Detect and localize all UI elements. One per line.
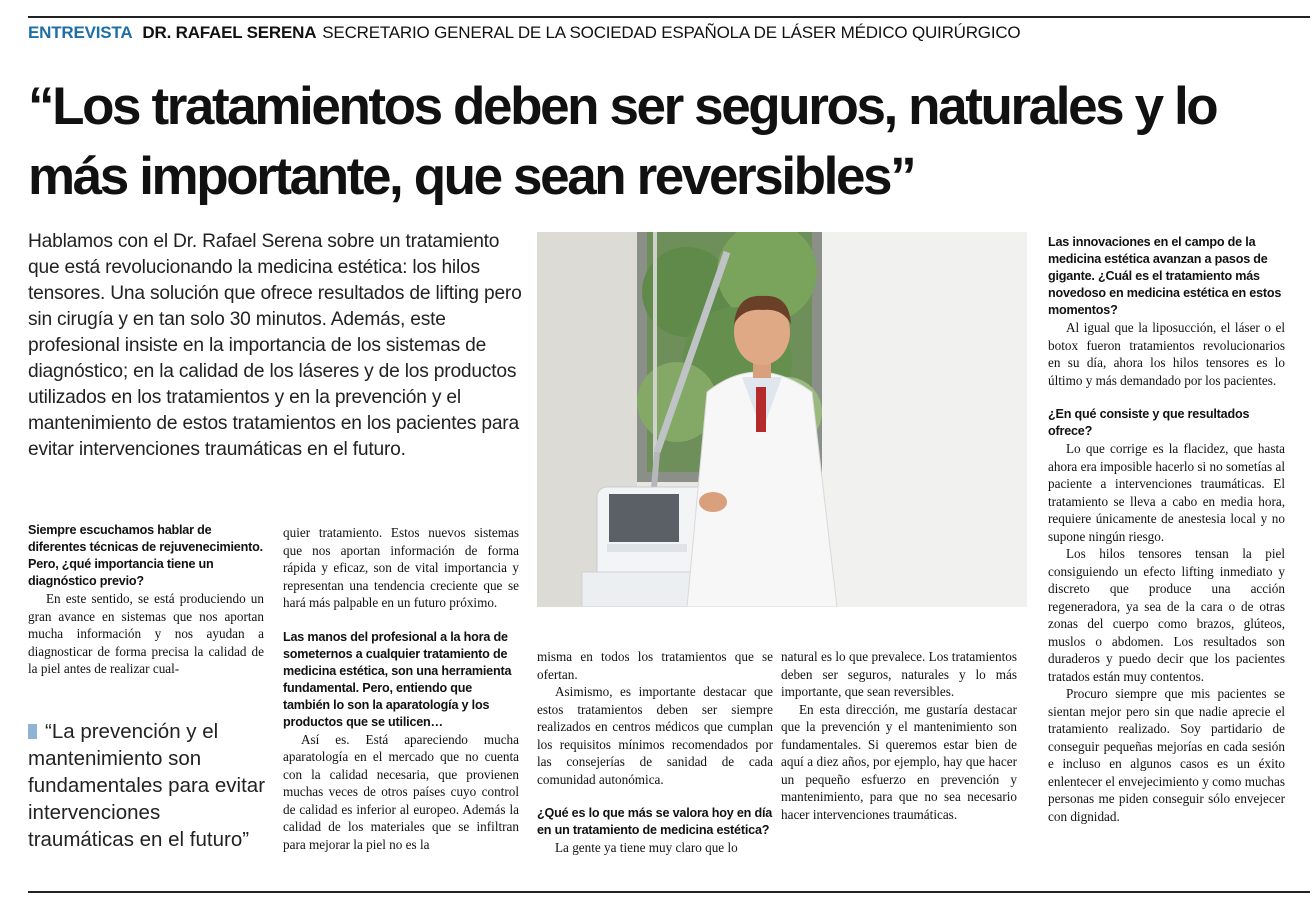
section-label: ENTREVISTA [28,23,133,42]
answer-2-paragraph-2: Asimismo, es importante destacar que estos tratamientos deben ser siempre realizados en centros médicos que cumplan los requisitos mínimos recomendados por las consejerías de sanidad de cada comunidad autonómica. [537,684,773,787]
question-2: Las manos del profesional a la hora de someternos a cualquier tratamiento de medicina estética, son una herramienta fundamental. Pero, entiendo que también lo son la aparatología y los productos que se utilicen… [283,629,512,729]
answer-3-paragraph-2: En esta dirección, me gustaría destacar que la prevención y el mantenimiento son fundamentales. Si queremos estar bien de aquí a diez años, por ejemplo, hay que hacer un pequeño esfuerzo en prevención y mantenimiento, para que no sea necesario hacer intervenciones traumáticas. [781,701,1017,822]
doctor-photo-illustration [537,232,1027,607]
question-4: Las innovaciones en el campo de la medicina estética avanzan a pasos de gigante. ¿Cuál es el tratamiento más novedoso en medicina estética en estos momentos? [1048,235,1282,317]
top-rule [28,16,1310,18]
question-3: ¿Qué es lo que más se valora hoy en día en un tratamiento de medicina estética? [537,806,773,837]
answer-4: Al igual que la liposucción, el láser o el botox fueron tratamientos revolucionarios en su día, ahora los hilos tensores es lo último y más demandado por los pacientes. [1048,320,1285,388]
answer-1: En este sentido, se está produciendo un gran avance en sistemas que nos aportan mucha información y nos ayudan a diagnosticar de forma precisa la calidad de la piel antes de realizar cual- [28,591,264,676]
headline: “Los tratamientos deben ser seguros, naturales y lo más importante, que sean reversibles” [28,77,1217,206]
column-2 [283,524,519,853]
answer-3-continued: natural es lo que prevalece. Los tratamientos deben ser seguros, naturales y lo más importante, que sean reversibles. [781,649,1017,699]
column-4 [781,648,1017,823]
column-3 [537,648,773,857]
question-5: ¿En qué consiste y que resultados ofrece? [1048,407,1250,438]
bottom-rule [28,891,1310,893]
pull-quote [28,718,268,853]
column-5 [1048,234,1285,825]
question-1: Siempre escuchamos hablar de diferentes técnicas de rejuvenecimiento. Pero, ¿qué importancia tiene un diagnóstico previo? [28,523,263,588]
answer-2-continued: misma en todos los tratamientos que se ofertan. [537,649,773,682]
pull-quote-text: “La prevención y el mantenimiento son fundamentales para evitar intervenciones traumáticas en el futuro” [28,720,266,851]
answer-5-paragraph-1: Lo que corrige es la flacidez, que hasta ahora era imposible hacerlo si no sometías al paciente a intervenciones traumáticas. El tratamiento se lleva a cabo en media hora, requiere únicamente de anestesia local y no supone ningún riesgo. [1048,441,1285,544]
interviewee-name: DR. RAFAEL SERENA [142,23,317,42]
answer-2: Así es. Está apareciendo mucha aparatología en el mercado que no cuenta con la calidad necesaria, que provienen muchas veces de otros países cuyo control de calidad es inferior al europeo. Además la calidad de los materiales que se infiltran para mejorar la piel no es la [283,731,519,852]
answer-3: La gente ya tiene muy claro que lo [555,840,738,855]
doctor-photo [537,232,1027,607]
quote-marker-icon [28,724,37,739]
answer-5-paragraph-3: Procuro siempre que mis pacientes se sientan mejor pero sin que nadie aprecie el tratamiento realizado. Soy partidario de conseguir pequeñas mejorías en cada sesión e incluso en algunos casos es un éxito enlentecer el envejecimiento y como muchas personas me piden conseguir sólo envejecer con dignidad. [1048,686,1285,824]
answer-5-paragraph-2: Los hilos tensores tensan la piel consiguiendo un efecto lifting inmediato y discreto que produce una acción regeneradora, ya sea de la cara o de otras zonas del cuerpo como brazos, glúteos, muslos o abdomen. Los resultados son duraderos y puedo decir que los pacientes tratados están muy contentos. [1048,546,1285,684]
answer-1-continued: quier tratamiento. Estos nuevos sistemas que nos aportan información de forma rápida y eficaz, son de vital importancia y representan una tendencia creciente que se hará más palpable en un futuro próximo. [283,525,519,610]
intro-paragraph: Hablamos con el Dr. Rafael Serena sobre un tratamiento que está revolucionando la medicina estética: los hilos tensores. Una solución que ofrece resultados de lifting pero sin cirugía y en tan solo 30 minutos. Además, este profesional insiste en la importancia de los sistemas de diagnóstico; en la calidad de los láseres y de los productos utilizados en los tratamientos y en la prevención y el mantenimiento de estos tratamientos en los pacientes para evitar intervenciones traumáticas en el futuro. [28,231,522,460]
article-header [28,21,1310,45]
column-1 [28,522,264,678]
interviewee-role: SECRETARIO GENERAL DE LA SOCIEDAD ESPAÑOLA DE LÁSER MÉDICO QUIRÚRGICO [322,23,1021,42]
